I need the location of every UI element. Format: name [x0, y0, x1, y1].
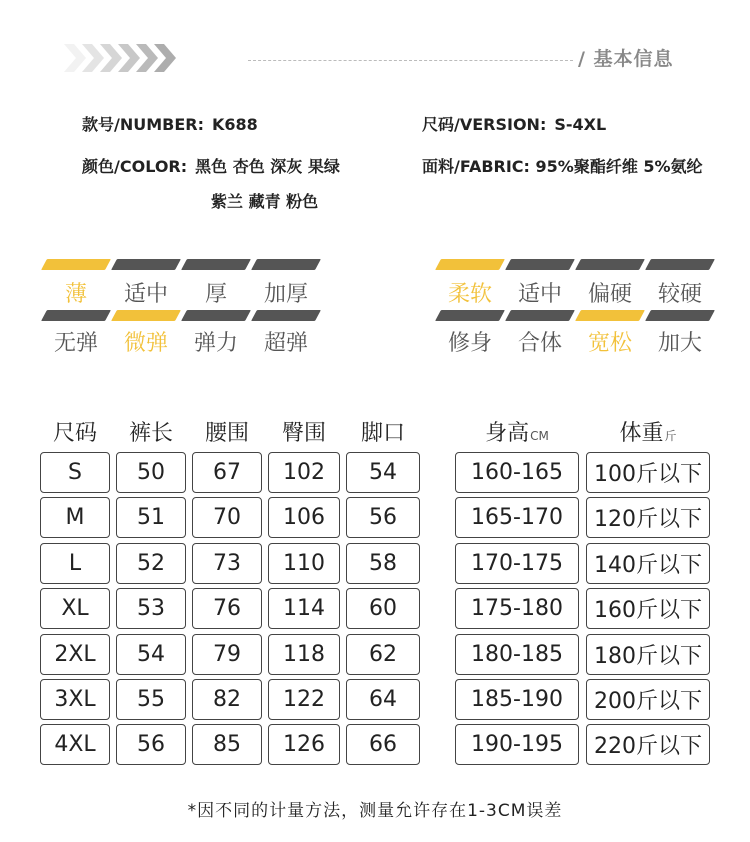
size-table-cell-hip: 118: [268, 634, 340, 675]
size-table-cell-length: 51: [116, 497, 186, 538]
size-table-cell-hip: 122: [268, 679, 340, 720]
size-table-cell-size: L: [40, 543, 110, 584]
size-table-cell-hem: 62: [346, 634, 420, 675]
fit-table-cell-weight: 220斤以下: [586, 724, 710, 765]
fit-table-cell-weight: 120斤以下: [586, 497, 710, 538]
size-table-cell-waist: 73: [192, 543, 262, 584]
fit-table-cell-weight: 160斤以下: [586, 588, 710, 629]
size-table-cell-size: XL: [40, 588, 110, 629]
size-table-cell-size: 4XL: [40, 724, 110, 765]
fit-table-cell-height: 170-175: [455, 543, 579, 584]
size-table-cell-length: 55: [116, 679, 186, 720]
fit-scale-bar-1: [435, 310, 505, 321]
elasticity-scale-label-2: 微弹: [123, 331, 168, 356]
size-table-cell-waist: 76: [192, 588, 262, 629]
fit-scale-label-2: 合体: [517, 331, 562, 356]
size-table-cell-size: M: [40, 497, 110, 538]
softness-scale-label-1: 柔软: [447, 282, 492, 307]
thickness-scale-label-2: 适中: [123, 282, 168, 307]
size-table-cell-length: 52: [116, 543, 186, 584]
size-table-cell-size: 2XL: [40, 634, 110, 675]
size-table-header-waist: 腰围: [204, 421, 249, 446]
measurement-footnote: *因不同的计量方法，测量允许存在1-3CM误差: [187, 801, 563, 821]
section-title: / 基本信息: [578, 48, 674, 70]
elasticity-scale-label-1: 无弹: [53, 331, 98, 356]
softness-scale-bar-2: [505, 259, 575, 270]
color-value-line1: 黑色 杏色 深灰 果绿: [195, 157, 340, 176]
size-table-cell-hip: 110: [268, 543, 340, 584]
fit-scale-label-4: 加大: [657, 331, 702, 356]
color-label: 颜色/COLOR:: [82, 157, 188, 176]
fit-table-cell-weight: 140斤以下: [586, 543, 710, 584]
size-table-cell-waist: 67: [192, 452, 262, 493]
weight-header-label: 体重: [619, 421, 664, 446]
size-table-cell-hem: 60: [346, 588, 420, 629]
size-table-cell-length: 53: [116, 588, 186, 629]
size-table-header-hip: 臀围: [281, 421, 326, 446]
number-value: K688: [212, 115, 258, 134]
fit-scale-bar-2: [505, 310, 575, 321]
thickness-scale-bar-3: [181, 259, 251, 270]
size-table-cell-hip: 106: [268, 497, 340, 538]
number-label: 款号/NUMBER:: [82, 115, 204, 134]
size-table-cell-waist: 82: [192, 679, 262, 720]
softness-scale-label-3: 偏硬: [587, 282, 632, 307]
chevron-arrows-icon: [64, 42, 176, 74]
size-table-cell-hem: 64: [346, 679, 420, 720]
size-table-cell-waist: 70: [192, 497, 262, 538]
elasticity-scale-bar-2: [111, 310, 181, 321]
softness-scale-label-4: 较硬: [657, 282, 702, 307]
size-table-header-hem: 脚口: [360, 421, 405, 446]
fit-table-cell-height: 185-190: [455, 679, 579, 720]
color-info: [82, 154, 340, 177]
color-value-line2: 紫兰 藏青 粉色: [211, 192, 319, 211]
size-table-cell-hem: 56: [346, 497, 420, 538]
height-header-label: 身高: [485, 421, 530, 446]
thickness-scale-label-3: 厚: [204, 282, 227, 307]
size-table-cell-size: S: [40, 452, 110, 493]
fit-table-cell-height: 175-180: [455, 588, 579, 629]
elasticity-scale-bar-1: [41, 310, 111, 321]
height-header: [455, 416, 579, 447]
thickness-scale-label-4: 加厚: [263, 282, 308, 307]
version-value: S-4XL: [554, 115, 607, 134]
fit-table-cell-weight: 180斤以下: [586, 634, 710, 675]
size-table-cell-hip: 102: [268, 452, 340, 493]
header-divider: [248, 60, 573, 61]
thickness-scale-bar-4: [251, 259, 321, 270]
size-table-cell-hem: 66: [346, 724, 420, 765]
fit-scale-label-3: 宽松: [587, 331, 632, 356]
size-table-header-length: 裤长: [128, 421, 173, 446]
fit-table-cell-height: 165-170: [455, 497, 579, 538]
size-table-cell-length: 56: [116, 724, 186, 765]
size-table-cell-hip: 126: [268, 724, 340, 765]
fit-scale-bar-4: [645, 310, 715, 321]
height-unit: CM: [530, 429, 549, 443]
fit-table-cell-weight: 200斤以下: [586, 679, 710, 720]
elasticity-scale-label-4: 超弹: [263, 331, 308, 356]
softness-scale-bar-1: [435, 259, 505, 270]
fabric-info: [422, 154, 703, 177]
elasticity-scale-label-3: 弹力: [193, 331, 238, 356]
fit-table-cell-height: 190-195: [455, 724, 579, 765]
elasticity-scale-bar-4: [251, 310, 321, 321]
size-table-cell-size: 3XL: [40, 679, 110, 720]
size-table-cell-length: 50: [116, 452, 186, 493]
thickness-scale-label-1: 薄: [64, 282, 87, 307]
softness-scale-bar-3: [575, 259, 645, 270]
weight-header: [586, 416, 710, 447]
fit-scale-bar-3: [575, 310, 645, 321]
fit-table-cell-height: 180-185: [455, 634, 579, 675]
size-table-cell-hem: 58: [346, 543, 420, 584]
size-table-header-size: 尺码: [52, 421, 97, 446]
fit-scale-label-1: 修身: [447, 331, 492, 356]
weight-unit: 斤: [664, 429, 677, 443]
size-table-cell-hem: 54: [346, 452, 420, 493]
fit-table-cell-weight: 100斤以下: [586, 452, 710, 493]
fabric-value: 95%聚酯纤维 5%氨纶: [535, 157, 703, 176]
version-info: [422, 112, 606, 135]
elasticity-scale-bar-3: [181, 310, 251, 321]
softness-scale-label-2: 适中: [517, 282, 562, 307]
thickness-scale-bar-1: [41, 259, 111, 270]
fabric-label: 面料/FABRIC:: [422, 157, 530, 176]
size-table-cell-length: 54: [116, 634, 186, 675]
thickness-scale-bar-2: [111, 259, 181, 270]
size-table-cell-waist: 79: [192, 634, 262, 675]
fit-table-cell-height: 160-165: [455, 452, 579, 493]
size-table-cell-waist: 85: [192, 724, 262, 765]
softness-scale-bar-4: [645, 259, 715, 270]
size-table-cell-hip: 114: [268, 588, 340, 629]
number-info: [82, 112, 258, 135]
version-label: 尺码/VERSION:: [422, 115, 547, 134]
